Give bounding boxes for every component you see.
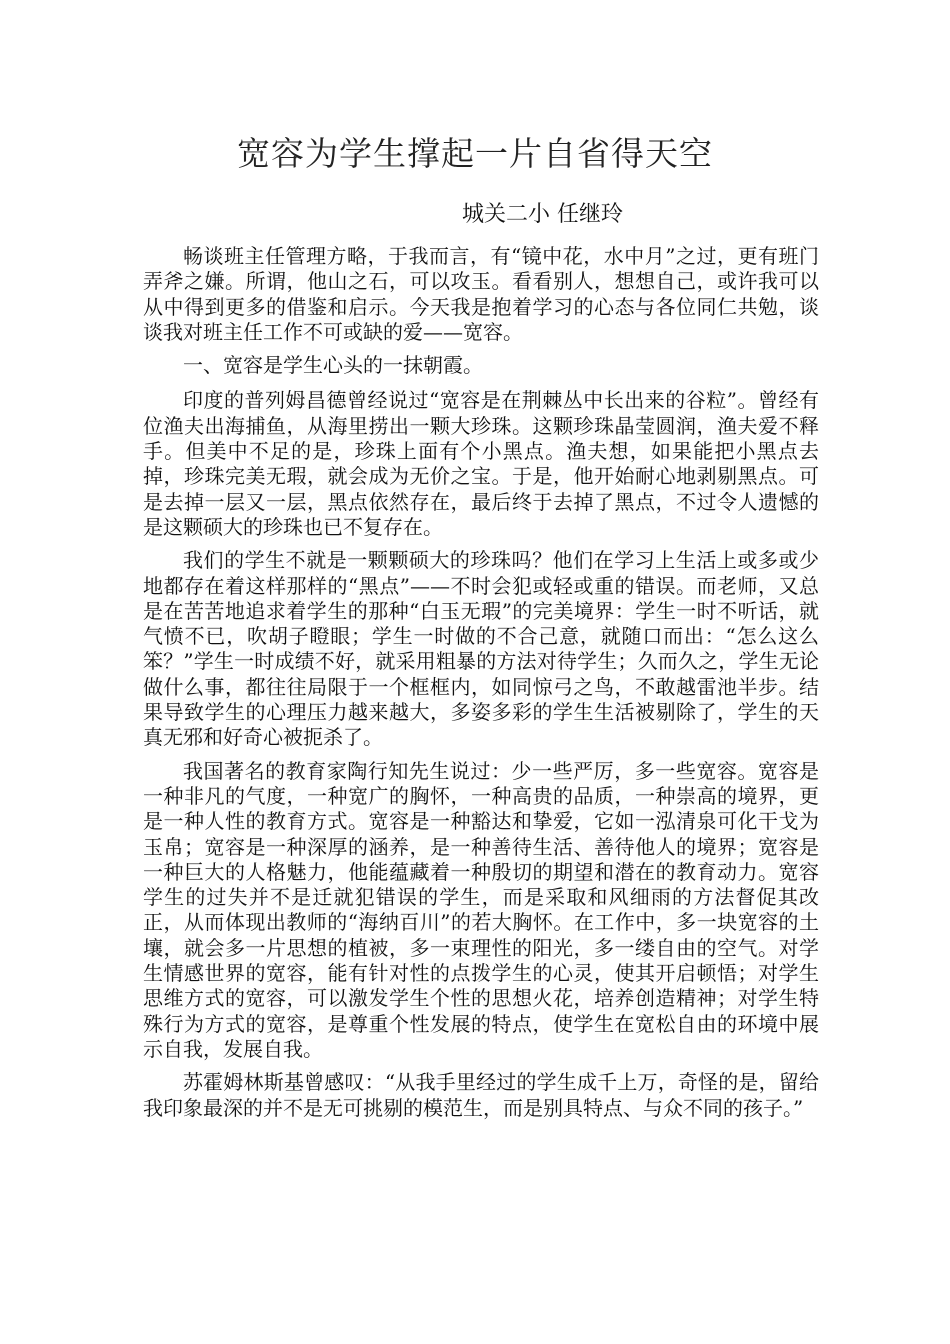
paragraph-students: 我们的学生不就是一颗颗硕大的珍珠吗？他们在学习上生活上或多或少地都存在着这样那样的“黑点”——不时会犯或轻或重的错误。而老师，又总是在苦苦地追求着学生的那种“白玉无瑕”的完美境界：学生一时不听话，就气愤不已，吹胡子瞪眼；学生一时做的不合己意，就随口而出：“怎么这么笨？”学生一时成绩不好，就采用粗暴的方法对待学生；久而久之，学生无论做什么事，都往往局限于一个框框内，如同惊弓之鸟，不敢越雷池半步。结果导致学生的心理压力越来越大，多姿多彩的学生生活被剔除了，学生的天真无邪和好奇心被扼杀了。: [143, 548, 819, 750]
paragraph-intro: 畅谈班主任管理方略，于我而言，有“镜中花，水中月”之过，更有班门弄斧之嫌。所谓，他山之石，可以攻玉。看看别人，想想自己，或许我可以从中得到更多的借鉴和启示。今天我是抱着学习的心态与各位同仁共勉，谈谈我对班主任工作不可或缺的爱——宽容。: [143, 244, 819, 344]
article-body: [143, 244, 819, 1129]
section-heading: 一、宽容是学生心头的一抹朝霞。: [183, 353, 483, 378]
page-title: 宽容为学生撑起一片自省得天空: [237, 134, 713, 173]
paragraph-tao-xingzhi: 我国著名的教育家陶行知先生说过：少一些严厉，多一些宽容。宽容是一种非凡的气度，一种宽广的胸怀，一种高贵的品质，一种崇高的境界，更是一种人性的教育方式。宽容是一种豁达和挚爱，它如一泓清泉可化干戈为玉帛；宽容是一种深厚的涵养，是一种善待生活、善待他人的境界；宽容是一种巨大的人格魅力，他能蕴藏着一种殷切的期望和潜在的教育动力。宽容学生的过失并不是迁就犯错误的学生，而是采取和风细雨的方法督促其改正，从而体现出教师的“海纳百川”的若大胸怀。在工作中，多一块宽容的土壤，就会多一片思想的植被，多一束理性的阳光，多一缕自由的空气。对学生情感世界的宽容，能有针对性的点拨学生的心灵，使其开启顿悟；对学生思维方式的宽容，可以激发学生个性的思想火花，培养创造精神；对学生特殊行为方式的宽容，是尊重个性发展的特点，使学生在宽松自由的环境中展示自我，发展自我。: [143, 758, 819, 1061]
paragraph-pearl-story: 印度的普列姆昌德曾经说过“宽容是在荆棘丛中长出来的谷粒”。曾经有位渔夫出海捕鱼，从海里捞出一颗大珍珠。这颗珍珠晶莹圆润，渔夫爱不释手。但美中不足的是，珍珠上面有个小黑点。渔夫想，如果能把小黑点去掉，珍珠完美无瑕，就会成为无价之宝。于是，他开始耐心地剥剔黑点。可是去掉一层又一层，黑点依然存在，最后终于去掉了黑点，不过令人遗憾的是这颗硕大的珍珠也已不复存在。: [143, 388, 819, 539]
author-byline: 城关二小 任继玲: [462, 202, 623, 227]
paragraph-sukhomlinsky: 苏霍姆林斯基曾感叹：“从我手里经过的学生成千上万，奇怪的是，留给我印象最深的并不是无可挑剔的模范生，而是别具特点、与众不同的孩子。”: [143, 1070, 819, 1120]
